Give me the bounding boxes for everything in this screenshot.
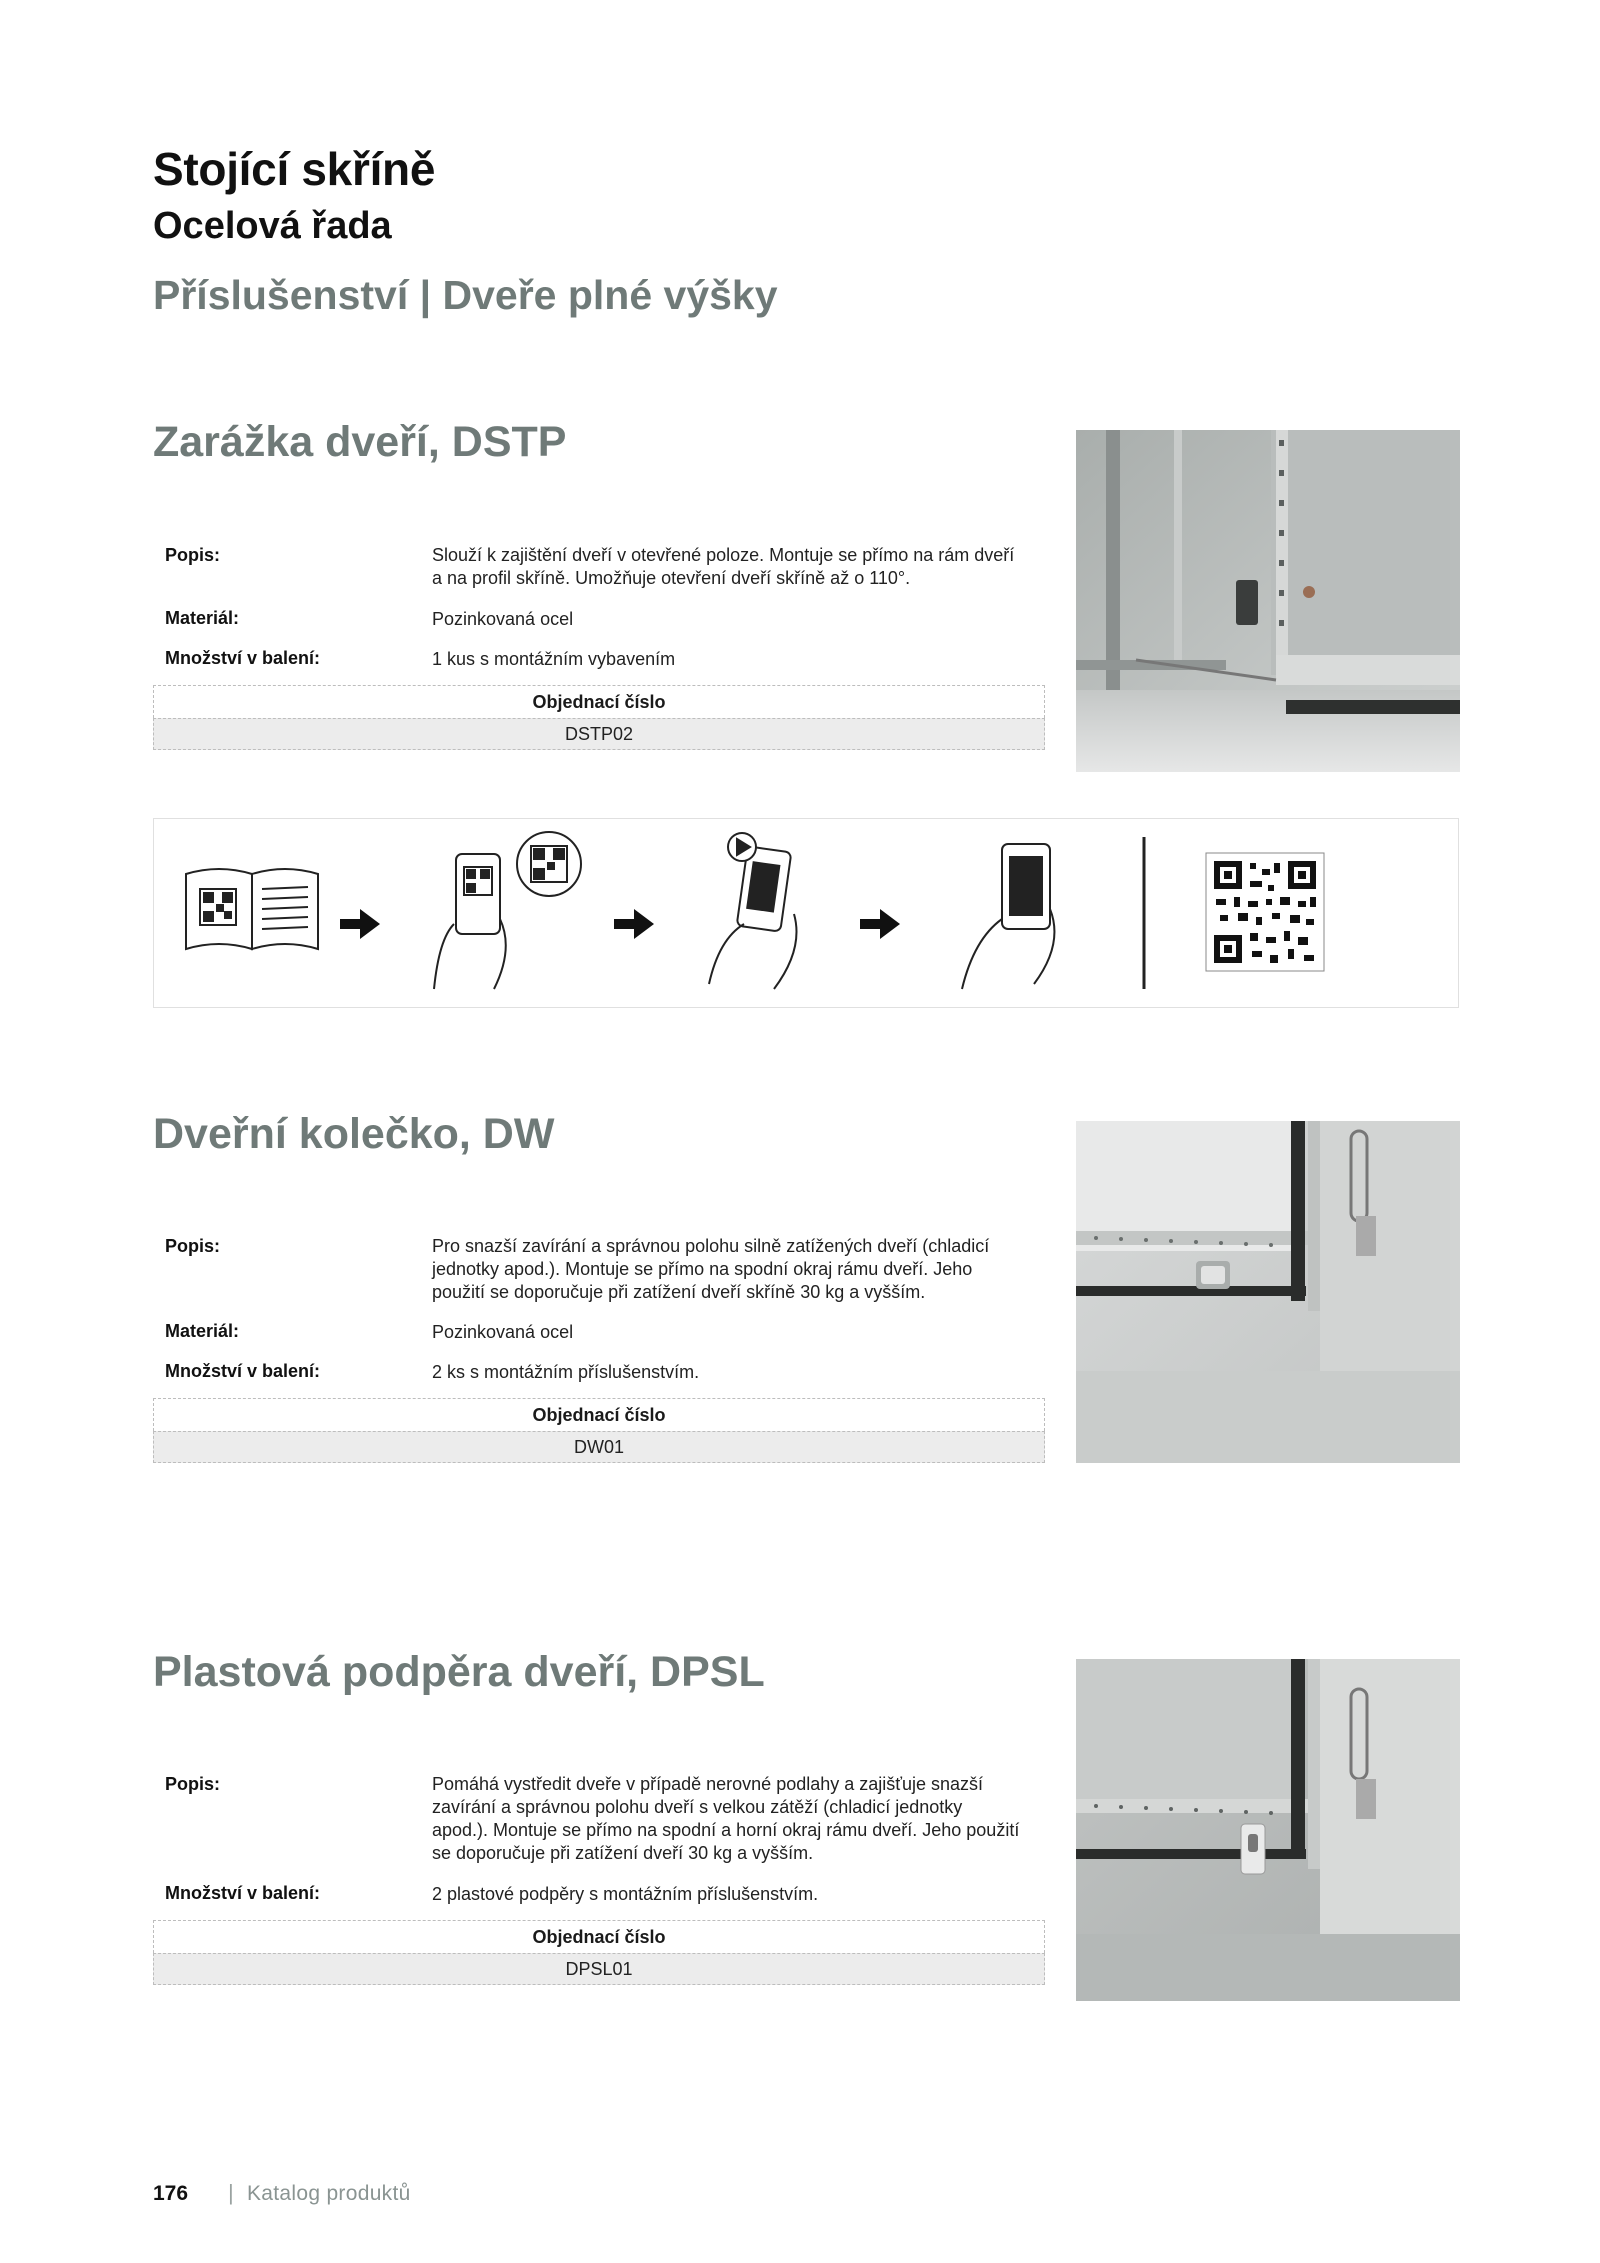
spec-value-description: Pomáhá vystředit dveře v případě nerovné podlahy a zajišťuje snazší zavírání a správnou polohu dveří s velkou zátěží (chladicí jednotky apod.). Montuje se přímo na spodní a horní okraj rámu dveří. Jeho použití se doporučuje při zatížení dveří 30 kg a vyšším. xyxy=(432,1774,1020,1863)
order-number-value: DW01 xyxy=(153,1431,1045,1463)
spec-label-material: Materiál: xyxy=(165,608,240,628)
spec-value-description: Pro snazší zavírání a správnou polohu silně zatížených dveří (chladicí jednotky apod.). Montuje se přímo na spodní okraj rámu dveří. Jeho použití se doporučuje při zatížení dveří skříně 30 kg a vyšším. xyxy=(432,1236,990,1302)
spec-label-description: Popis: xyxy=(165,545,221,565)
qr-code-icon xyxy=(1206,853,1324,971)
order-number-value: DPSL01 xyxy=(153,1953,1045,1985)
spec-value-material: Pozinkovaná ocel xyxy=(432,609,574,629)
spec-value-material: Pozinkovaná ocel xyxy=(432,1322,574,1342)
spec-label-quantity: Množství v balení: xyxy=(165,648,321,668)
spec-value-quantity: 1 kus s montážním vybavením xyxy=(432,649,676,669)
order-number-value: DSTP02 xyxy=(153,718,1045,750)
order-number-table xyxy=(153,1398,1045,1463)
page-subtitle: Ocelová řada xyxy=(153,205,392,247)
category-heading: Příslušenství | Dveře plné výšky xyxy=(153,272,778,318)
arrow-right-icon xyxy=(614,909,654,939)
qr-instruction-strip xyxy=(153,818,1459,1008)
spec-value-quantity: 2 ks s montážním příslušenstvím. xyxy=(432,1362,700,1382)
product-photo-dpsl xyxy=(1076,1659,1460,2001)
phone-play-video-icon xyxy=(709,833,797,989)
product-title-dw: Dveřní kolečko, DW xyxy=(153,1110,555,1158)
phone-video-icon xyxy=(962,844,1054,989)
spec-label-description: Popis: xyxy=(165,1236,221,1256)
order-number-table xyxy=(153,1920,1045,1985)
order-number-header: Objednací číslo xyxy=(153,1920,1045,1953)
spec-label-quantity: Množství v balení: xyxy=(165,1883,321,1903)
phone-scan-qr-icon xyxy=(434,832,581,989)
page-title: Stojící skříně xyxy=(153,143,436,195)
spec-label-description: Popis: xyxy=(165,1774,221,1794)
product-title-dpsl: Plastová podpěra dveří, DPSL xyxy=(153,1648,765,1696)
book-qr-icon xyxy=(186,869,318,949)
product-title-dstp: Zarážka dveří, DSTP xyxy=(153,418,567,466)
arrow-right-icon xyxy=(860,909,900,939)
footer-separator: | xyxy=(228,2180,234,2205)
order-number-header: Objednací číslo xyxy=(153,1398,1045,1431)
spec-value-quantity: 2 plastové podpěry s montážním příslušenstvím. xyxy=(432,1884,819,1904)
product-photo-dstp xyxy=(1076,430,1460,772)
catalog-label: Katalog produktů xyxy=(247,2182,411,2205)
spec-label-quantity: Množství v balení: xyxy=(165,1361,321,1381)
spec-value-description: Slouží k zajištění dveří v otevřené poloze. Montuje se přímo na rám dveří a na profil skříně. Umožňuje otevření dveří skříně až o 110°. xyxy=(432,545,1015,588)
spec-label-material: Materiál: xyxy=(165,1321,240,1341)
page-number: 176 xyxy=(153,2182,189,2205)
order-number-header: Objednací číslo xyxy=(153,685,1045,718)
order-number-table xyxy=(153,685,1045,750)
arrow-right-icon xyxy=(340,909,380,939)
product-photo-dw xyxy=(1076,1121,1460,1463)
